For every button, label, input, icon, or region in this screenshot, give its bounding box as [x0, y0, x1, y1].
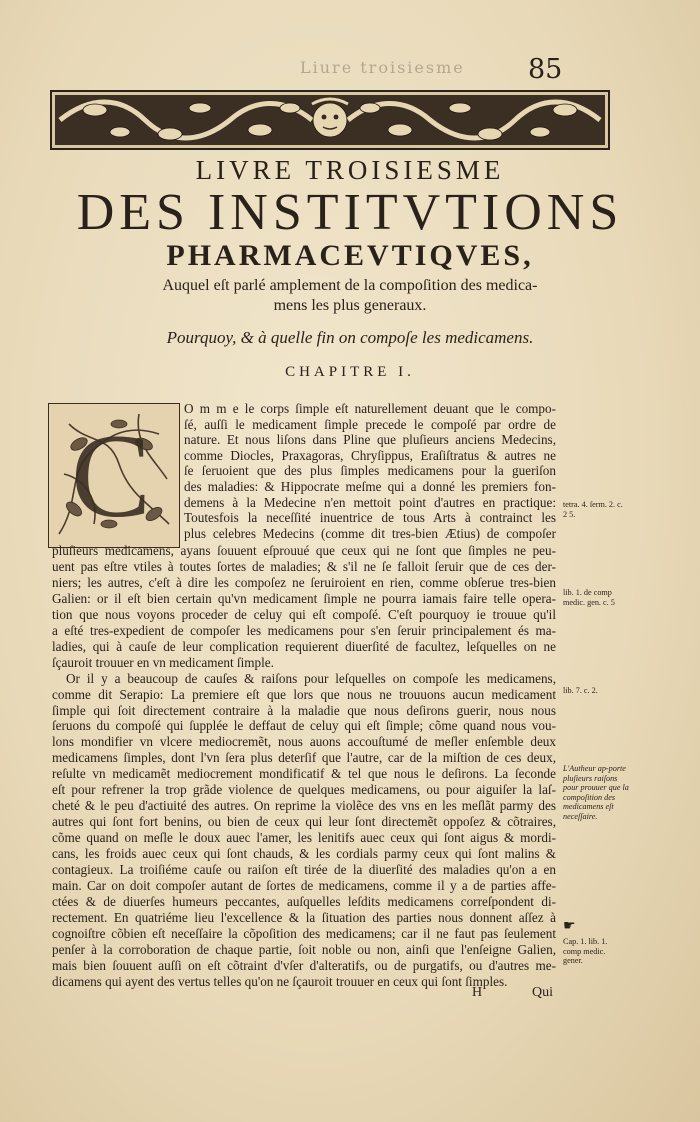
- text-line: cõme quand on meſle le doux auec l'amer, les lenitifs auec ceux qui ſont aigus & mordi-: [52, 830, 556, 846]
- text-line: ſimple qui ſoit directement contraire à la maladie que nous deſirons guerir, nous nous: [52, 702, 556, 718]
- text-line: demens à la Medecine n'en mettoit point d'autres en practique:: [184, 494, 556, 510]
- text-line: mais bien ſouuent auſſi on eſt cõtraint d'vſer d'alteratifs, ou de purgatifs, ou d'autres me-: [52, 957, 556, 973]
- text-line: des maladies: & Hippocrate meſme qui a donné les premiers fon-: [184, 479, 556, 494]
- text-line: cans, les froids auec ceux qui ſont chauds, & les cordials parmy ceux qui ſont malins &: [52, 846, 556, 862]
- text-line: contagieux. La troiſiéme cauſe ou raiſon eſt tirée de la diuerſité des maladies qu'on a en: [52, 862, 556, 877]
- title-line-3: PHARMACEVTIQVES,: [166, 239, 534, 272]
- text-line: a eſté tres-expedient de compoſer les medicamens pour s'en ſeruir principalement és ma-: [52, 622, 556, 638]
- text-line: eſt pour refrener la trop grãde violence de quelques medicamens, ou pour aiguiſer la laſ-: [52, 782, 556, 798]
- text-line: ſe ſeruoient que des plus ſimples medicamens pour la gueriſon: [184, 463, 556, 479]
- margin-note: L'Autheur ap-porte pluſieurs raiſons pour prouuer que la compoſition des medicamens eſt neceſſaire.: [563, 764, 629, 821]
- text-line: autres qui ſont fort benins, ou bien de ceux qui leur ſont directemẽt oppoſez & cõtraires,: [52, 814, 556, 830]
- title-line-2: DES INSTITVTIONS: [76, 184, 624, 241]
- text-line: Or il y a beaucoup de cauſes & raiſons pour leſquelles on compoſe les medicamens,: [66, 670, 556, 686]
- catchword: Qui: [532, 985, 553, 1000]
- text-line: ſeruons du compoſé qui ſupplée le deffaut de celuy qui eſt ſimple; cõme quand nous vou-: [52, 718, 556, 734]
- text-line: medicamens ſimples, dont l'vn ſera plus deterſif que l'autre, car de la miſtion de ces deux,: [52, 750, 556, 766]
- text-line: tion que nous voyons proceder de celuy qui eſt compoſé. C'eſt pourquoy ie trouue qu'il: [52, 606, 556, 622]
- text-line: reſulte vn medicamẽt mediocrement mondificatif & tel que nous le deſirons. La ſeconde: [52, 766, 556, 782]
- margin-note: lib. 7. c. 2.: [563, 686, 598, 695]
- margin-note: lib. 1. de comp medic. gen. c. 5: [563, 588, 615, 607]
- text-line: niers; les autres, c'eſt à dire les compoſez ne ſeruiroient en rien, comme obſerue tres-bien: [52, 574, 556, 590]
- section-heading: Pourquoy, & à quelle fin on compoſe les medicamens.: [166, 328, 534, 347]
- text-line: ctées & de diuerſes humeurs peccantes, auſquelles leſdits medicamens correſpondent di-: [52, 893, 556, 909]
- text-line: rectement. En quatriéme lieu l'excellence & la ſituation des parties nous donnent aſſez à: [52, 909, 556, 925]
- text-line: O m m e le corps ſimple eſt naturellement deuant que le compo-: [184, 401, 556, 416]
- text-line: cheté & le peu d'actiuité des autres. On reprime la violẽce des vns en les meſlãt parmy des: [52, 798, 556, 814]
- text-line: lons mondifier vn vlcere mediocremẽt, nous auons accouſtumé de meſler enſemble deux: [52, 734, 556, 750]
- text-line: uent pas eſtre vtiles à toutes ſortes de maladies; & s'il ne ſe falloit ſeruir que de ces der-: [52, 558, 556, 574]
- page-number: 85: [528, 54, 563, 85]
- text-line: Toutesfois la neceſſité inuentrice de tous Arts à contrainct les: [184, 510, 556, 526]
- text-line: main. Car on doit compoſer autant de ſortes de medicamens, comme il y a de parties affe-: [52, 877, 556, 893]
- signature-mark: H: [472, 985, 483, 1000]
- margin-note: tetra. 4. ſerm. 2. c. 2 5.: [563, 500, 623, 519]
- subtitle-line-1: Auquel eſt parlé amplement de la compoſition des medica-: [162, 277, 538, 294]
- margin-note: Cap. 1. lib. 1. comp medic. gener.: [563, 937, 608, 965]
- text-line: ladies, qui à cauſe de leur complication requierent diuerſité de facultez, leſquelles on ne: [52, 638, 556, 654]
- text-line: ſçauroit trouuer en vn medicament ſimple.: [52, 654, 274, 670]
- subtitle-line-2: mens les plus generaux.: [273, 297, 427, 314]
- text-line: dicamens qui ayent des vertus telles qu'on ne ſçauroit trouuer en ceux qui ſont ſimples.: [52, 973, 508, 989]
- pointing-hand-icon: ☛: [563, 918, 576, 934]
- title-line-1: LIVRE TROISIESME: [195, 155, 505, 185]
- text-line: cognoiſtre cõbien eſt neceſſaire la cõpoſition des medicamens; car il ne faut pas ſeulement: [52, 925, 556, 941]
- text-line: penſer à la corroboration de chaque partie, ſoit noble ou non, ainſi que l'enſeigne Galien,: [52, 941, 556, 957]
- initial-letter: C: [70, 409, 152, 542]
- chapter-heading: CHAPITRE I.: [285, 364, 415, 380]
- text-line: plus celebres Medecins (comme dit tres-bien Ætius) de compoſer: [184, 525, 556, 541]
- text-line: comme Diocles, Praxagoras, Chryſippus, Eraſiſtratus & autres ne: [184, 447, 556, 463]
- text-line: ſé, auſſi le medicament ſimple precede le compoſé par ordre de: [184, 416, 556, 432]
- text-line: Galien: or il eſt bien certain qu'vn medicament ſimple ne pourra iamais faire telle opera-: [52, 590, 556, 606]
- text-line: pluſieurs medicamens, ayans ſouuent eſprouué que ceux qui ne ſont que ſimples ne peu-: [52, 543, 556, 558]
- bleed-through-text: Liure troisiesme: [300, 58, 465, 77]
- text-line: nature. Et nous liſons dans Pline que pluſieurs anciens Medecins,: [184, 432, 556, 448]
- text-line: comme dit Serapio: La premiere eſt que lors que nous ne trouuons aucun medicament: [52, 686, 556, 702]
